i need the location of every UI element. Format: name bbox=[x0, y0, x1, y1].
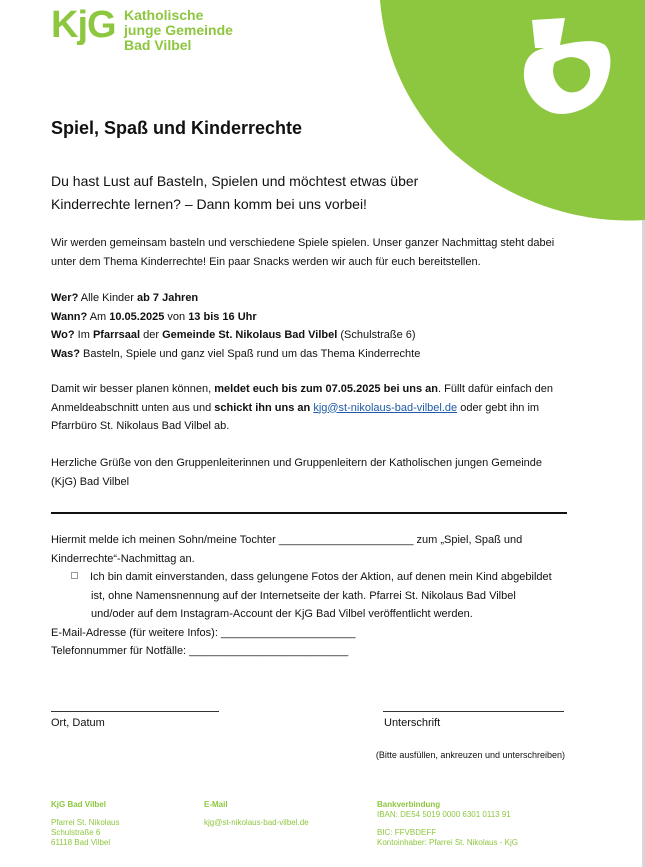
cut-line-divider bbox=[51, 512, 567, 514]
detail-who: Wer? Alle Kinder ab 7 Jahren bbox=[51, 292, 199, 304]
registration-form bbox=[51, 531, 581, 661]
greeting-line: (KjG) Bad Vilbel bbox=[51, 475, 130, 488]
footer-heading: KjG Bad Vilbel bbox=[51, 800, 106, 809]
intro-line: unter dem Thema Kinderrechte! Ein paar Snacks werden wir auch für euch bereitstellen. bbox=[51, 255, 481, 268]
lead-line: Du hast Lust auf Basteln, Spielen und möchtest etwas über bbox=[51, 173, 419, 189]
footer-heading: Bankverbindung bbox=[377, 800, 441, 809]
email-link[interactable]: kjg@st-nikolaus-bad-vilbel.de bbox=[313, 401, 458, 414]
registration-line: Pfarrbüro St. Nikolaus Bad Vilbel ab. bbox=[51, 420, 230, 432]
footer-text: Pfarrei St. Nikolaus bbox=[51, 818, 120, 827]
consent-text: ist, ohne Namensnennung auf der Internetseite der kath. Pfarrei St. Nikolaus Bad Vilbel bbox=[91, 589, 516, 602]
footer-text: Kontoinhaber: Pfarrei St. Nikolaus - KjG bbox=[377, 838, 518, 847]
footer-email-text[interactable]: kjg@st-nikolaus-bad-vilbel.de bbox=[204, 818, 309, 827]
greeting-paragraph bbox=[51, 454, 581, 491]
consent-checkbox[interactable] bbox=[71, 572, 78, 579]
signature-label: Unterschrift bbox=[384, 717, 441, 729]
page-title: Spiel, Spaß und Kinderrechte bbox=[51, 118, 303, 138]
form-line: Kinderrechte“-Nachmittag an. bbox=[51, 552, 195, 565]
place-date-line[interactable] bbox=[51, 711, 219, 712]
footer-text: Schulstraße 6 bbox=[51, 828, 101, 837]
signature-line[interactable] bbox=[383, 711, 564, 712]
kjg-logo-text bbox=[124, 8, 233, 53]
consent-row[interactable] bbox=[51, 568, 581, 587]
lead-text bbox=[51, 170, 451, 216]
lead-line: Kinderrechte lernen? – Dann komm bei uns vorbei! bbox=[51, 196, 367, 212]
logo-line: Bad Vilbel bbox=[124, 37, 192, 53]
place-date-label: Ort, Datum bbox=[51, 717, 105, 729]
kjg-logo-mark: KjG bbox=[51, 4, 116, 46]
footer-heading: E-Mail bbox=[204, 800, 228, 809]
greeting-line: Herzliche Grüße von den Gruppenleiterinnen und Gruppenleitern der Katholischen jungen Gemeinde bbox=[51, 457, 543, 469]
registration-paragraph bbox=[51, 380, 581, 436]
detail-where: Wo? Im Pfarrsaal der Gemeinde St. Nikolaus Bad Vilbel (Schulstraße 6) bbox=[51, 329, 416, 341]
intro-paragraph bbox=[51, 234, 581, 271]
footer-text: 61118 Bad Vilbel bbox=[51, 838, 111, 847]
registration-line: Anmeldeabschnitt unten aus und schickt ihn uns an kjg@st-nikolaus-bad-vilbel.de oder gebt ihn im bbox=[51, 401, 540, 414]
detail-what: Was? Basteln, Spiele und ganz viel Spaß rund um das Thema Kinderrechte bbox=[51, 347, 421, 360]
footer-text: BIC: FFVBDEFF bbox=[377, 828, 437, 837]
footer-email bbox=[204, 800, 309, 828]
footer-bank bbox=[377, 800, 518, 848]
footer-address bbox=[51, 800, 119, 848]
event-details bbox=[51, 289, 581, 363]
registration-line: Damit wir besser planen können, meldet euch bis zum 07.05.2025 bei uns an. Füllt dafür einfach den bbox=[51, 383, 553, 395]
detail-when: Wann? Am 10.05.2025 von 13 bis 16 Uhr bbox=[51, 310, 257, 323]
form-child-name-line[interactable]: Hiermit melde ich meinen Sohn/meine Tochter ______________________ zum „Spiel, Spaß und bbox=[51, 534, 523, 546]
form-note: (Bitte ausfüllen, ankreuzen und unterschreiben) bbox=[375, 750, 565, 760]
consent-text: und/oder auf dem Instagram-Account der KjG Bad Vilbel veröffentlicht werden. bbox=[91, 608, 473, 620]
footer-text: IBAN: DE54 5019 0000 6301 0113 91 bbox=[377, 810, 511, 819]
intro-line: Wir werden gemeinsam basteln und verschiedene Spiele spielen. Unser ganzer Nachmittag steht dabei bbox=[51, 237, 555, 249]
consent-text: Ich bin damit einverstanden, dass gelungene Fotos der Aktion, auf denen mein Kind abgebildet bbox=[90, 571, 552, 583]
logo-line: junge Gemeinde bbox=[124, 22, 233, 38]
email-field[interactable]: E-Mail-Adresse (für weitere Infos): ______________________ bbox=[51, 626, 356, 639]
phone-field[interactable]: Telefonnummer für Notfälle: __________________________ bbox=[51, 645, 349, 657]
logo-line: Katholische bbox=[124, 7, 204, 23]
